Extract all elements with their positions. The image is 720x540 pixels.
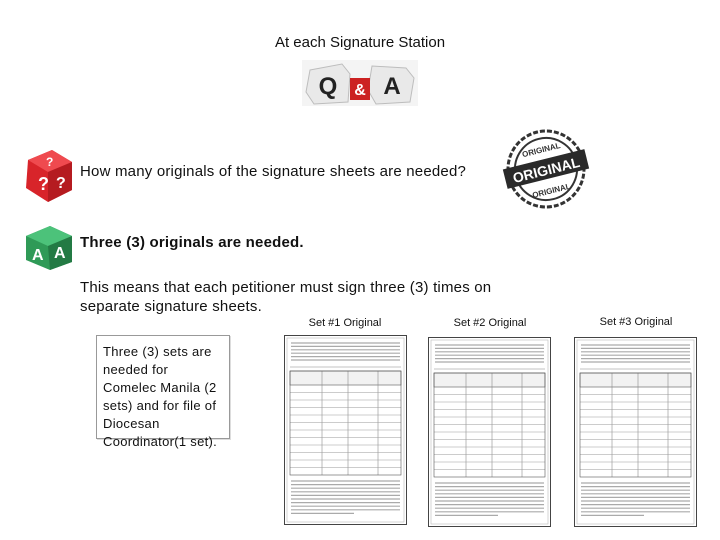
answer-text: Three (3) originals are needed.	[80, 234, 304, 251]
signature-sheet-1	[284, 335, 407, 525]
signature-sheet-2	[428, 337, 551, 527]
signature-sheet-3	[574, 337, 697, 527]
stamp-text-bottom: ORIGINAL	[531, 181, 572, 200]
dice-q-glyph-2: ?	[56, 175, 66, 192]
slide-title: At each Signature Station	[274, 34, 446, 51]
explanation-text: This means that each petitioner must sign three (3) times on separate signature sheets.	[80, 279, 492, 315]
stamp-text-top: ORIGINAL	[521, 140, 562, 160]
sets-note-box: Three (3) sets are needed for Comelec Manila (2 sets) and for file of Diocesan Coordinator(1 set).	[96, 335, 230, 439]
qa-logo-right: A	[383, 73, 401, 100]
set-1-label: Set #1 Original	[308, 317, 382, 329]
set-3-label: Set #3 Original	[599, 316, 673, 328]
dice-q-glyph-3: ?	[46, 155, 54, 169]
qa-logo-left: Q	[318, 73, 338, 100]
qa-logo-middle: &	[354, 82, 366, 99]
original-stamp-icon	[500, 126, 592, 212]
question-dice-icon	[22, 146, 76, 206]
sheet-header-row	[290, 371, 401, 385]
dice-q-glyph-1: ?	[38, 174, 49, 194]
qa-logo-icon	[302, 60, 418, 106]
sheet-header-row	[580, 373, 691, 387]
set-2-label: Set #2 Original	[453, 317, 527, 329]
dice-a-glyph-1: A	[32, 247, 44, 264]
answer-dice-icon	[22, 224, 76, 272]
sheet-header-row	[434, 373, 545, 387]
stamp-text: ORIGINAL	[511, 153, 582, 187]
question-text: How many originals of the signature sheets are needed?	[80, 163, 467, 180]
dice-a-glyph-2: A	[54, 245, 66, 262]
